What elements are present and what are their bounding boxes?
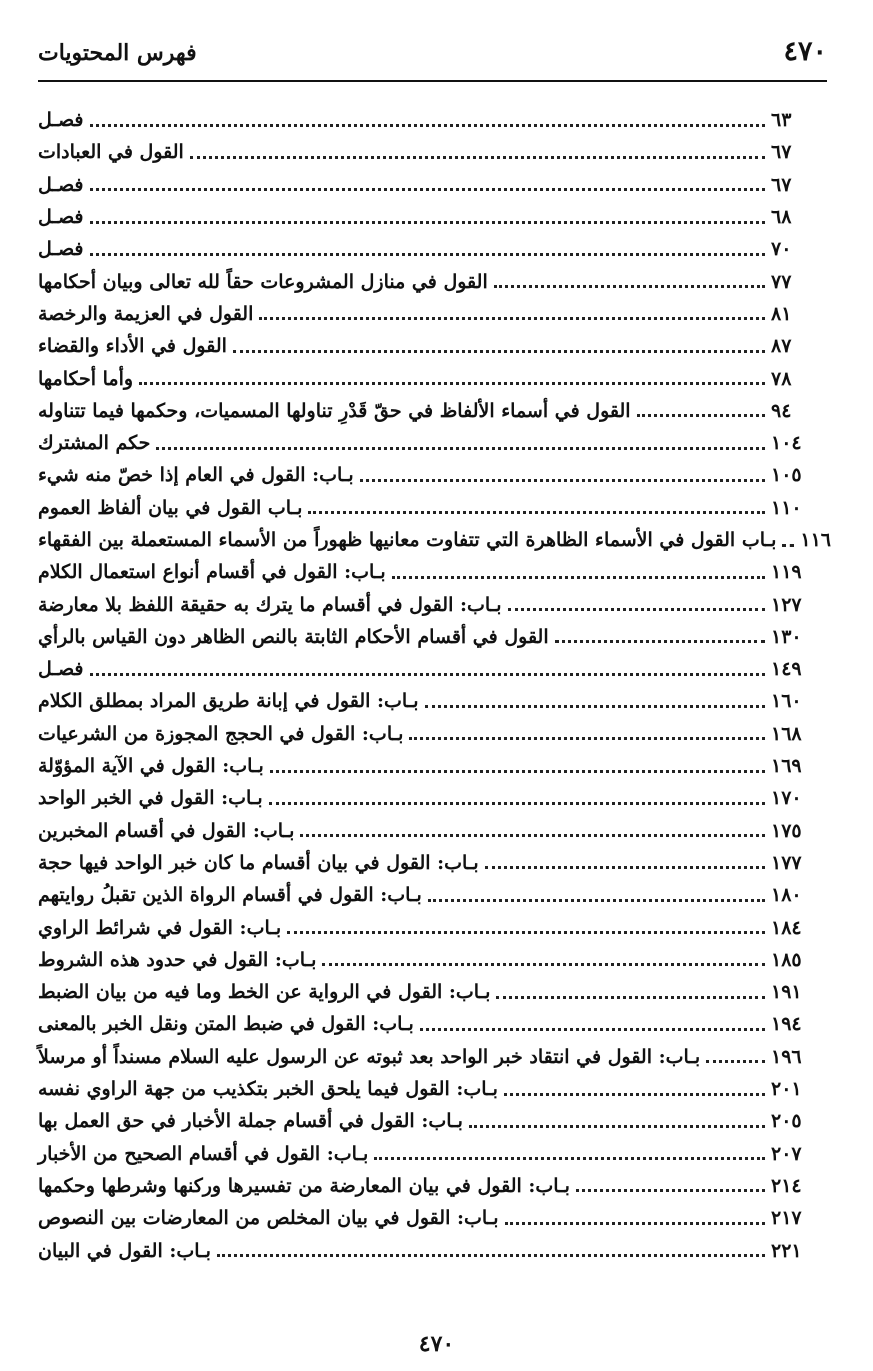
toc-entry xyxy=(38,1202,815,1234)
header-page-number: ٤٧٠ xyxy=(783,36,827,67)
toc-entry-page: ١٨٤ xyxy=(771,916,802,939)
toc-entry xyxy=(38,621,815,653)
toc-entry-page: ١٧٥ xyxy=(771,819,802,842)
toc-entry-title: حكم المشترك xyxy=(38,432,151,455)
toc-entry-page: ١٠٥ xyxy=(771,464,802,487)
header-title: فهرس المحتويات xyxy=(38,40,197,66)
toc-entry-title: بـاب: القول في أقسام ما يترك به حقيقة اللفظ بلا معارضة xyxy=(38,593,502,616)
toc-entry-page: ١٦٩ xyxy=(771,755,802,778)
page-header xyxy=(38,34,827,82)
table-of-contents xyxy=(38,104,831,1267)
toc-entry-title: فصـل xyxy=(38,173,84,196)
toc-entry-page: ٩٤ xyxy=(771,399,792,422)
toc-entry xyxy=(38,847,815,879)
toc-entry-title: القول في أسماء الألفاظ في حقّ قَدْرِ تناولها المسميات، وحكمها فيما تتناوله xyxy=(38,399,631,422)
toc-entry-title: بـاب: القول في الحجج المجوزة من الشرعيات xyxy=(38,722,404,745)
dot-leader xyxy=(428,899,765,902)
toc-entry-page: ٧٧ xyxy=(771,270,792,293)
toc-entry xyxy=(38,1041,815,1073)
toc-entry-page: ١٨٠ xyxy=(771,884,802,907)
toc-entry-title: بـاب القول في بيان ألفاظ العموم xyxy=(38,496,303,519)
toc-entry-title: القول في العزيمة والرخصة xyxy=(38,302,254,325)
toc-entry xyxy=(38,136,815,168)
toc-entry xyxy=(38,427,815,459)
toc-entry-title: بـاب: القول في البيان xyxy=(38,1239,211,1262)
toc-entry-page: ٦٣ xyxy=(771,109,792,132)
toc-entry-page: ١٦٠ xyxy=(771,690,802,713)
dot-leader xyxy=(555,640,765,643)
dot-leader xyxy=(494,285,765,288)
toc-entry-title: بـاب: القول في بيان المعارضة من تفسيرها وركنها وشرطها وحكمها xyxy=(38,1174,570,1197)
toc-entry-title: بـاب: القول في انتقاد خبر الواحد بعد ثبوته عن الرسول عليه السلام مسنداً أو مرسلاً xyxy=(38,1045,701,1068)
toc-entry-page: ٢١٧ xyxy=(771,1207,802,1230)
toc-entry-page: ٢٢١ xyxy=(771,1239,802,1262)
toc-entry xyxy=(38,976,815,1008)
toc-entry xyxy=(38,459,815,491)
dot-leader xyxy=(139,382,765,385)
toc-entry-page: ١٢٧ xyxy=(771,593,802,616)
toc-entry xyxy=(38,395,815,427)
toc-entry xyxy=(38,1105,815,1137)
dot-leader xyxy=(637,414,765,417)
toc-entry xyxy=(38,911,815,943)
dot-leader xyxy=(190,156,765,159)
dot-leader xyxy=(90,253,765,256)
toc-entry-title: بـاب: القول في الآية المؤوّلة xyxy=(38,755,264,778)
dot-leader xyxy=(782,544,794,547)
dot-leader xyxy=(270,770,765,773)
toc-entry-page: ٦٨ xyxy=(771,206,792,229)
dot-leader xyxy=(360,479,765,482)
dot-leader xyxy=(90,124,765,127)
dot-leader xyxy=(217,1254,765,1257)
toc-entry-title: بـاب: القول في إبانة طريق المراد بمطلق الكلام xyxy=(38,690,419,713)
toc-entry-title: وأما أحكامها xyxy=(38,367,134,390)
toc-entry-page: ١٩١ xyxy=(771,981,802,1004)
dot-leader xyxy=(504,1093,765,1096)
toc-entry xyxy=(38,1234,815,1266)
toc-entry xyxy=(38,492,815,524)
toc-entry-title: بـاب: القول في بيان المخلص من المعارضات بين النصوص xyxy=(38,1207,499,1230)
dot-leader xyxy=(156,447,765,450)
toc-entry-page: ١٣٠ xyxy=(771,625,802,648)
toc-entry xyxy=(38,782,815,814)
toc-entry xyxy=(38,298,815,330)
toc-entry-page: ٨١ xyxy=(771,302,792,325)
dot-leader xyxy=(259,317,765,320)
toc-entry xyxy=(38,1170,815,1202)
toc-entry xyxy=(38,1138,815,1170)
toc-entry-page: ١٦٨ xyxy=(771,722,802,745)
footer-page-number: ٤٧٠ xyxy=(418,1331,455,1357)
toc-entry-page: ٧٨ xyxy=(771,367,792,390)
toc-entry xyxy=(38,1073,815,1105)
toc-entry-title: بـاب: القول في بيان أقسام ما كان خبر الواحد فيها حجة xyxy=(38,851,479,874)
toc-entry-title: بـاب: القول فيما يلحق الخبر بتكذيب من جهة الراوي نفسه xyxy=(38,1078,498,1101)
toc-entry-title: القول في أقسام الأحكام الثابتة بالنص الظاهر دون القياس بالرأي xyxy=(38,625,549,648)
toc-entry-page: ٢١٤ xyxy=(771,1174,802,1197)
toc-entry-title: بـاب: القول في أقسام الصحيح من الأخبار xyxy=(38,1142,369,1165)
toc-entry-title: بـاب: القول في الخبر الواحد xyxy=(38,787,263,810)
toc-entry xyxy=(38,879,815,911)
toc-entry-title: بـاب: القول في أقسام الرواة الذين تقبلُ روايتهم xyxy=(38,884,422,907)
toc-entry xyxy=(38,653,815,685)
toc-entry xyxy=(38,1008,815,1040)
toc-entry-title: القول في العبادات xyxy=(38,141,184,164)
dot-leader xyxy=(233,350,765,353)
dot-leader xyxy=(322,963,765,966)
toc-entry-title: بـاب: القول في أقسام أنواع استعمال الكلام xyxy=(38,561,386,584)
dot-leader xyxy=(90,221,765,224)
toc-entry xyxy=(38,588,815,620)
toc-entry-title: القول في منازل المشروعات حقاً لله تعالى وبيان أحكامها xyxy=(38,270,488,293)
dot-leader xyxy=(496,996,765,999)
toc-entry xyxy=(38,685,815,717)
toc-entry-page: ١١٠ xyxy=(771,496,802,519)
toc-entry-page: ٧٠ xyxy=(771,238,792,261)
toc-entry-title: فصـل xyxy=(38,658,84,681)
dot-leader xyxy=(90,188,765,191)
toc-entry-page: ٢٠٧ xyxy=(771,1142,802,1165)
dot-leader xyxy=(425,705,765,708)
toc-entry xyxy=(38,556,815,588)
toc-entry-title: فصـل xyxy=(38,206,84,229)
dot-leader xyxy=(374,1157,765,1160)
toc-entry-page: ١٨٥ xyxy=(771,948,802,971)
toc-entry-title: بـاب: القول في أقسام جملة الأخبار في حق العمل بها xyxy=(38,1110,463,1133)
toc-entry-page: ١١٩ xyxy=(771,561,802,584)
toc-entry-page: ٢٠٥ xyxy=(771,1110,802,1133)
toc-entry xyxy=(38,524,831,556)
toc-entry-page: ١٧٧ xyxy=(771,851,802,874)
toc-entry xyxy=(38,944,815,976)
dot-leader xyxy=(300,834,765,837)
dot-leader xyxy=(392,576,765,579)
toc-entry xyxy=(38,201,815,233)
toc-entry-title: بـاب: القول في أقسام المخبرين xyxy=(38,819,295,842)
toc-entry-title: فصـل xyxy=(38,238,84,261)
toc-entry-page: ١٩٤ xyxy=(771,1013,802,1036)
toc-entry-title: بـاب: القول في شرائط الراوي xyxy=(38,916,282,939)
dot-leader xyxy=(706,1060,765,1063)
toc-entry-title: فصـل xyxy=(38,109,84,132)
toc-entry-title: بـاب: القول في العام إذا خصّ منه شيء xyxy=(38,464,354,487)
dot-leader xyxy=(308,511,765,514)
toc-entry-page: ٦٧ xyxy=(771,141,792,164)
dot-leader xyxy=(420,1028,765,1031)
toc-entry xyxy=(38,169,815,201)
toc-entry-title: بـاب: القول في حدود هذه الشروط xyxy=(38,948,317,971)
dot-leader xyxy=(576,1189,765,1192)
dot-leader xyxy=(469,1125,765,1128)
toc-entry-page: ٦٧ xyxy=(771,173,792,196)
toc-entry-title: بـاب القول في الأسماء الظاهرة التي تتفاوت معانيها ظهوراً من الأسماء المستعملة بين الفقهاء xyxy=(38,529,777,551)
toc-entry xyxy=(38,104,815,136)
toc-entry-title: القول في الأداء والقضاء xyxy=(38,335,227,358)
toc-entry-page: ١١٦ xyxy=(800,529,831,551)
toc-entry-page: ١٠٤ xyxy=(771,432,802,455)
dot-leader xyxy=(508,608,765,611)
toc-entry xyxy=(38,362,815,394)
toc-entry-page: ٢٠١ xyxy=(771,1078,802,1101)
dot-leader xyxy=(485,866,765,869)
toc-entry-page: ٨٧ xyxy=(771,335,792,358)
toc-entry xyxy=(38,330,815,362)
dot-leader xyxy=(409,737,765,740)
toc-entry-page: ١٧٠ xyxy=(771,787,802,810)
toc-entry-page: ١٩٦ xyxy=(771,1045,802,1068)
toc-entry xyxy=(38,750,815,782)
toc-entry-page: ١٤٩ xyxy=(771,658,802,681)
toc-entry-title: بـاب: القول في الرواية عن الخط وما فيه من بيان الضبط xyxy=(38,981,491,1004)
dot-leader xyxy=(269,802,765,805)
toc-entry xyxy=(38,265,815,297)
toc-entry xyxy=(38,718,815,750)
dot-leader xyxy=(90,673,765,676)
dot-leader xyxy=(505,1222,765,1225)
toc-entry-title: بـاب: القول في ضبط المتن ونقل الخبر بالمعنى xyxy=(38,1013,414,1036)
toc-entry xyxy=(38,815,815,847)
dot-leader xyxy=(287,931,765,934)
toc-entry xyxy=(38,233,815,265)
